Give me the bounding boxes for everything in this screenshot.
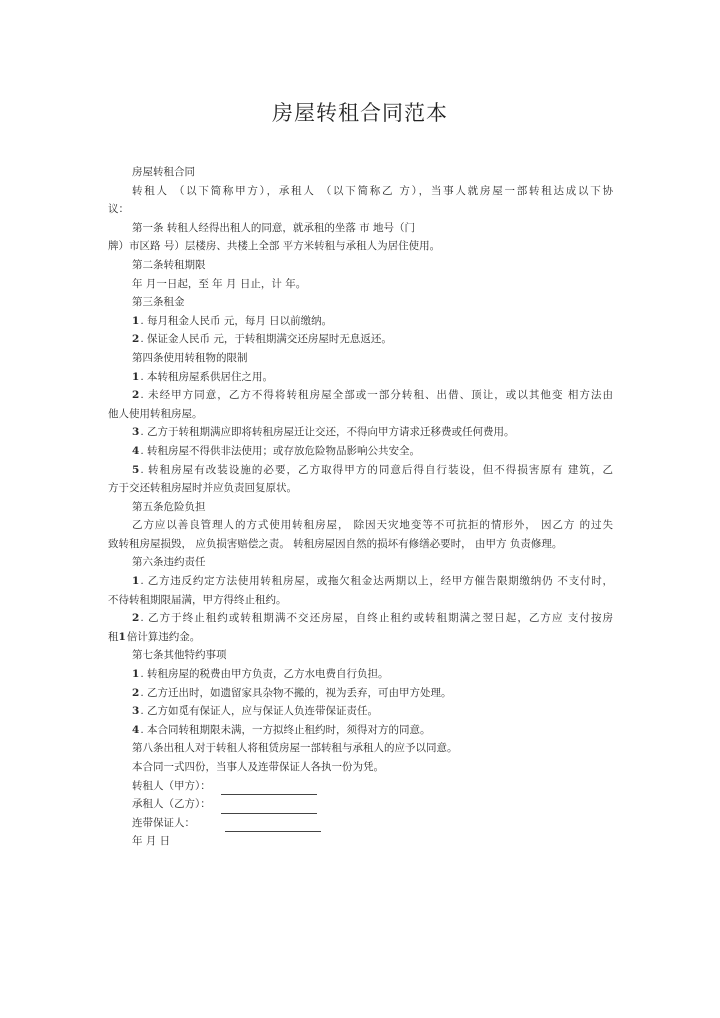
article-2-text: 年 月一日起，至 年 月 日止，计 年。 (132, 277, 307, 290)
article-4-item-2-cont: 他人使用转租房屋。 (108, 407, 203, 420)
intro-line-cont: 议： (108, 203, 129, 216)
article-4-item-1: 1. 本转租房屋系供居住之用。 (132, 370, 273, 383)
article-7-heading: 第七条其他特约事项 (132, 649, 227, 662)
article-4-item-5-cont: 方于交还转租房屋时并应负责回复原状。 (108, 482, 297, 495)
article-4-item-2: 2. 未经甲方同意，乙方不得将转租房屋全部或一部分转租、出借、顶让，或以其他变 相方法由 (132, 389, 613, 402)
article-4-item-5: 5. 转租房屋有改装设施的必要，乙方取得甲方的同意后得自行装设，但不得损害原有 建筑，乙 (132, 463, 613, 476)
document-title: 房屋转租合同范本 (272, 101, 448, 125)
article-7-item-3: 3. 乙方如觅有保证人，应与保证人负连带保证责任。 (132, 705, 378, 718)
signature-guarantor: 连带保证人： (108, 814, 613, 833)
article-6-item-1: 1. 乙方违反约定方法使用转租房屋，或拖欠租金达两期以上，经甲方催告限期缴纳仍 不支付时， (132, 575, 613, 588)
intro-line: 转租人 （以下简称甲方），承租人 （以下简称乙 方），当事人就房屋一部转租达成以下协 (132, 184, 613, 197)
article-4-item-3: 3. 乙方于转租期满应即将转租房屋迁让交还，不得向甲方请求迁移费或任何费用。 (132, 426, 515, 439)
article-5-text: 乙方应以善良管理人的方式使用转租房屋， 除因天灾地变等不可抗拒的情形外， 因乙方 的过失 (132, 519, 613, 532)
article-1-line-cont: 牌）市区路 号）层楼房、共楼上全部 平方米转租与承租人为居住使用。 (108, 240, 441, 253)
article-6-item-1-cont: 不待转租期限届满，甲方得终止租约。 (108, 593, 287, 606)
contract-heading: 房屋转租合同 (132, 166, 195, 178)
signature-line (225, 819, 321, 832)
article-7-item-2: 2. 乙方迁出时，如遗留家具杂物不搬的，视为丢弃，可由甲方处理。 (132, 686, 452, 699)
signature-date: 年 月 日 (132, 835, 171, 848)
signature-sublessor: 转租人（甲方）： (108, 777, 613, 796)
copies-clause: 本合同一式四份，当事人及连带保证人各执一份为凭。 (132, 761, 384, 773)
article-7-item-4: 4. 本合同转租期限未满，一方拟终止租约时，须得对方的同意。 (132, 723, 431, 736)
signature-lessee: 承租人（乙方）： (108, 795, 613, 814)
signature-line (221, 801, 317, 814)
article-5-heading: 第五条危险负担 (132, 500, 206, 513)
article-3-item-2: 2. 保证金人民币 元，于转租期满交还房屋时无息返还。 (132, 333, 392, 346)
article-8-text: 第八条出租人对于转租人将租赁房屋一部转租与承租人的应予以同意。 (132, 742, 458, 755)
article-4-heading: 第四条使用转租物的限制 (132, 351, 248, 364)
article-1-line: 第一条 转租人经得出租人的同意，就承租的坐落 市 地号（门 (132, 221, 416, 234)
article-7-item-1: 1. 转租房屋的税费由甲方负责，乙方水电费自行负担。 (132, 668, 389, 681)
article-3-item-1: 1. 每月租金人民币 元，每月 日以前缴纳。 (132, 314, 333, 327)
article-4-item-4: 4. 转租房屋不得供非法使用；或存放危险物品影响公共安全。 (132, 444, 420, 457)
article-6-item-2-cont: 租1倍计算违约金。 (108, 630, 201, 643)
article-2-heading: 第二条转租期限 (132, 258, 206, 271)
article-3-heading: 第三条租金 (132, 296, 185, 309)
article-6-heading: 第六条违约责任 (132, 556, 206, 569)
signature-line (221, 782, 317, 795)
contract-body (108, 163, 613, 851)
article-5-text-cont: 致转租房屋损毁， 应负损害赔偿之责。 转租房屋因自然的损坏有修缮必要时， 由甲方 负责修理。 (108, 537, 563, 550)
article-6-item-2: 2. 乙方于终止租约或转租期满不交还房屋，自终止租约或转租期满之翌日起，乙方应 支付按房 (132, 612, 613, 625)
